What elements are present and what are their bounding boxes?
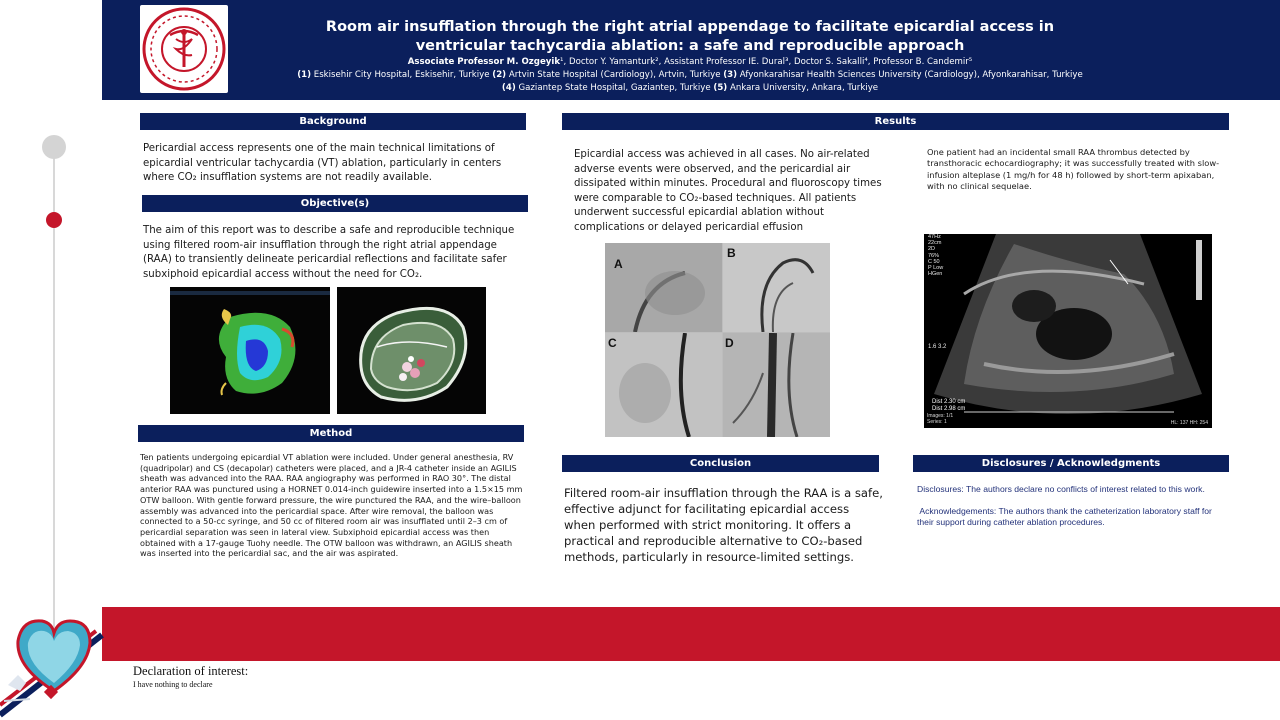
results-text-right: One patient had an incidental small RAA thrombus detected by transthoracic echocardiography; it was successfully treated with slow-infusion alteplase (1 mg/h for 48 h) followed by short-term apixaban, with no clinical sequelae. bbox=[927, 147, 1220, 192]
background-heading: Background bbox=[140, 113, 526, 130]
echo-info: Series: 1 bbox=[927, 418, 947, 425]
acknowledgements-text: Acknowledgements: The authors thank the catheterization laboratory staff for their support during catheter ablation procedures. bbox=[917, 506, 1215, 527]
results-heading: Results bbox=[562, 113, 1229, 130]
objectives-text: The aim of this report was to describe a safe and reproducible technique using filtered room-air insufflation through the right atrial appendage (RAA) to transiently delineate pericardial reflections and facilitate safer subxiphoid epicardial access without the need for CO₂. bbox=[143, 225, 515, 280]
method-text: Ten patients undergoing epicardial VT ablation were included. Under general anesthesia, RV (quadripolar) and CS (decapolar) catheters were placed, and a JR-4 catheter inside an AGILIS sheath was advanced into the RAA. RAA angiography was performed in RAO 30°. The distal anterior RAA was punctured using a HORNET 0.014-inch guidewire inserted into a 1.5×15 mm OTW balloon. With gentle forward pressure, the wire punctured the RAA, and the wire–balloon assembly was advanced into the pericardial space. After wire removal, the balloon was connected to a 50-cc syringe, and 50 cc of filtered room air was insufflated until 2–3 cm of pericardial separation was seen in lateral view. Subxiphoid epicardial access was then obtained with a 17-gauge Tuohy needle. The OTW balloon was withdrawn, an AGILIS sheath was inserted into the pericardial sac, and the air was aspirated. bbox=[140, 452, 523, 559]
echo-depth-scale: 1.6 3.2 bbox=[928, 344, 947, 350]
affiliation-number: (4) bbox=[501, 83, 516, 93]
poster-title: Room air insufflation through the right atrial appendage to facilitate epicardial access in ventricular tachycardia ablation: a safe and reproducible approach bbox=[325, 19, 1055, 54]
affiliations-line-1 bbox=[290, 69, 1090, 82]
panel-label-a: A bbox=[614, 257, 623, 271]
fluoroscopy-panel-d bbox=[723, 333, 830, 437]
echo-setting: HGen bbox=[928, 271, 943, 278]
affiliation-text: Ankara University, Ankara, Turkiye bbox=[727, 83, 879, 93]
echo-setting: 76% bbox=[928, 252, 940, 259]
panel-label-c: C bbox=[608, 336, 617, 350]
results-text-left: Epicardial access was achieved in all cases. No air-related adverse events were observed, and the pericardial air dissipated within minutes. Procedural and fluoroscopy times were comparable to CO₂-based techniques. All patients underwent successful epicardial ablation without complications or delayed pericardial effusion bbox=[574, 149, 882, 233]
echo-measurements bbox=[932, 399, 965, 413]
conclusion-heading: Conclusion bbox=[562, 455, 879, 472]
heart-society-logo bbox=[0, 605, 110, 720]
grey-timeline-dot bbox=[42, 135, 66, 159]
echo-info: Images: 1/1 bbox=[927, 413, 954, 419]
affiliation-number: (3) bbox=[723, 70, 738, 80]
affiliation-text: Eskisehir City Hospital, Eskisehir, Turkiye bbox=[311, 70, 493, 80]
co-authors: ¹, Doctor Y. Yamanturk², Assistant Professor IE. Dural³, Doctor S. Sakalli⁴, Professor B. Candemir⁵ bbox=[560, 57, 973, 67]
background-text: Pericardial access represents one of the main technical limitations of epicardial ventricular tachycardia (VT) ablation, particularly in centers where CO₂ insufflation systems are not readily available. bbox=[143, 143, 502, 183]
author-list bbox=[290, 56, 1090, 69]
disclosures-heading: Disclosures / Acknowledgments bbox=[913, 455, 1229, 472]
conclusion-text: Filtered room-air insufflation through the RAA is a safe, effective adjunct for facilitating epicardial access when performed with strict monitoring. It offers a practical and reproducible alternative to CO₂-based methods, particularly in resource-limited settings. bbox=[564, 486, 883, 564]
fluoroscopy-panel-c bbox=[605, 333, 722, 437]
echocardiography-image bbox=[924, 234, 1212, 428]
fluoroscopy-panel-grid bbox=[605, 243, 830, 437]
objectives-heading: Objective(s) bbox=[142, 195, 528, 212]
panel-label-d: D bbox=[725, 336, 734, 350]
lead-author: Associate Professor M. Ozgeyik bbox=[407, 57, 561, 67]
declaration-text: I have nothing to declare bbox=[133, 680, 213, 689]
affiliation-text: Gaziantep State Hospital, Gaziantep, Turkiye bbox=[515, 83, 714, 93]
affiliation-text: Afyonkarahisar Health Sciences University (Cardiology), Afyonkarahisar, Turkiye bbox=[737, 70, 1083, 80]
affiliation-number: (1) bbox=[297, 70, 312, 80]
echo-window-level: HL: 137 HH: 254 bbox=[1170, 420, 1208, 426]
echo-setting: C 50 bbox=[928, 258, 940, 265]
echo-setting: 2D bbox=[928, 246, 936, 253]
echo-measurement: Dist 2.30 cm bbox=[932, 399, 966, 405]
declaration-title: Declaration of interest: bbox=[133, 664, 249, 678]
affiliation-number: (5) bbox=[713, 83, 728, 93]
echo-setting: P Low bbox=[928, 265, 944, 272]
echo-measurement: Dist 2.98 cm bbox=[932, 406, 966, 412]
fluoroscopy-panel-b bbox=[723, 243, 830, 332]
ministry-logo bbox=[140, 5, 228, 93]
echo-setting: 47Hz bbox=[928, 234, 941, 240]
echo-series-info bbox=[927, 414, 953, 425]
method-heading: Method bbox=[138, 425, 524, 442]
affiliations-line-2 bbox=[290, 82, 1090, 95]
affiliation-number: (2) bbox=[492, 70, 507, 80]
affiliation-text: Artvin State Hospital (Cardiology), Artvin, Turkiye bbox=[506, 70, 724, 80]
red-timeline-dot bbox=[46, 212, 62, 228]
echo-setting: 22cm bbox=[928, 240, 942, 247]
author-block bbox=[290, 56, 1090, 95]
electroanatomic-map-image bbox=[170, 287, 330, 414]
panel-label-b: B bbox=[727, 246, 736, 260]
footer-red-band bbox=[102, 607, 1280, 661]
cardiac-ct-3d-image bbox=[337, 287, 486, 414]
echo-settings-overlay bbox=[928, 234, 943, 277]
disclosures-text: Disclosures: The authors declare no conflicts of interest related to this work. bbox=[917, 484, 1205, 494]
